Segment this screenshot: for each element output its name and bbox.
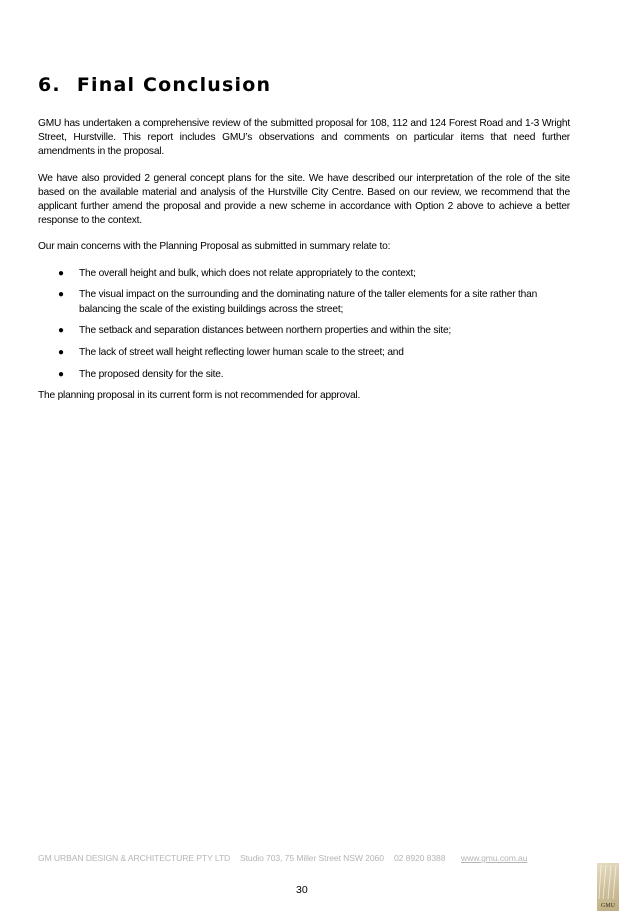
footer-address: Studio 703, 75 Miller Street NSW 2060 (240, 853, 384, 863)
list-item (38, 368, 570, 382)
bullet-icon: ● (58, 346, 64, 358)
bullet-icon: ● (58, 368, 64, 380)
page-number: 30 (296, 884, 308, 896)
conclusion-paragraph: The planning proposal in its current form is not recommended for approval. (38, 390, 361, 402)
list-item-text: The overall height and bulk, which does not relate appropriately to the context; (79, 267, 416, 279)
list-item-text: The setback and separation distances between northern properties and within the site; (79, 325, 452, 337)
section-number: 6. (38, 74, 61, 96)
section-heading (38, 74, 271, 96)
intro-paragraph: GMU has undertaken a comprehensive review of the submitted proposal for 108, 112 and 124 Forest Road and 1-3 Wright Street, Hurstville. This report includes GMU’s observations and comments on particular items that need further amendments in the proposal. (38, 118, 570, 158)
list-item-text: The lack of street wall height reflecting lower human scale to the street; and (79, 346, 404, 358)
list-item-text: The visual impact on the surrounding and the dominating nature of the taller elements for a site rather than balancing the scale of the existing buildings across the street; (79, 289, 538, 315)
list-item (38, 267, 570, 281)
footer-company: GM URBAN DESIGN & ARCHITECTURE PTY LTD (38, 853, 231, 863)
bullet-icon: ● (58, 289, 64, 301)
footer-website-link[interactable]: www.gmu.com.au (461, 853, 528, 863)
list-item (38, 288, 570, 316)
document-body (38, 117, 570, 416)
bullet-icon: ● (58, 267, 64, 279)
bullet-icon: ● (58, 325, 64, 337)
list-item-text: The proposed density for the site. (79, 368, 224, 380)
logo-text: GMU (600, 903, 615, 909)
concerns-intro-paragraph: Our main concerns with the Planning Proposal as submitted in summary relate to: (38, 241, 391, 253)
section-title: Final Conclusion (76, 74, 272, 96)
gmu-logo (597, 863, 619, 911)
list-item (38, 346, 570, 360)
concerns-list (38, 267, 570, 382)
page-footer (38, 853, 598, 867)
footer-phone: 02 8920 8388 (394, 853, 446, 863)
list-item (38, 324, 570, 338)
concepts-paragraph: We have also provided 2 general concept plans for the site. We have described our interpretation of the role of the site based on the available material and analysis of the Hurstville City Centre. Based on our review, we recommend that the applicant further amend the proposal and provide a new scheme in accordance with Option 2 above to achieve a better response to the context. (38, 172, 570, 227)
